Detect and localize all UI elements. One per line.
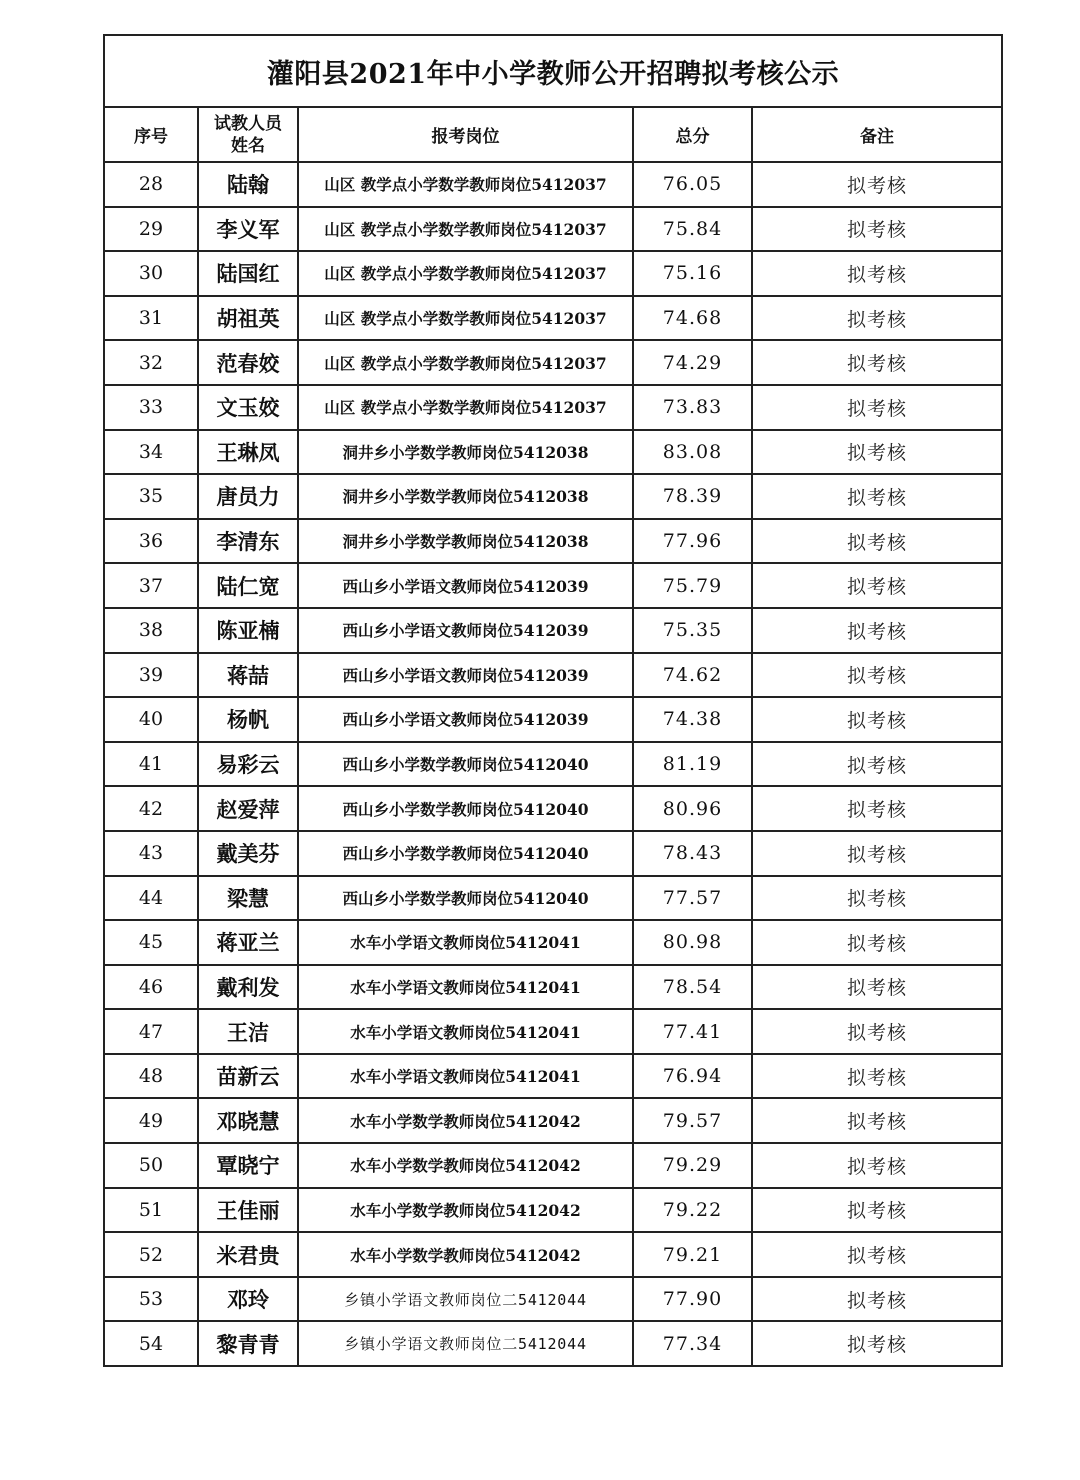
table-row [104, 1143, 1002, 1188]
row-score: 79.22 [633, 1188, 752, 1233]
row-score: 80.96 [633, 786, 752, 831]
row-note: 拟考核 [752, 876, 1002, 921]
row-name: 黎青青 [198, 1321, 298, 1366]
row-score: 75.35 [633, 608, 752, 653]
row-post: 山区 教学点小学数学教师岗位5412037 [298, 385, 633, 430]
row-seq: 43 [104, 831, 198, 876]
row-seq: 37 [104, 563, 198, 608]
row-post: 水车小学语文教师岗位5412041 [298, 920, 633, 965]
row-note: 拟考核 [752, 1009, 1002, 1054]
row-post: 西山乡小学语文教师岗位5412039 [298, 608, 633, 653]
row-post: 西山乡小学数学教师岗位5412040 [298, 831, 633, 876]
row-post: 洞井乡小学数学教师岗位5412038 [298, 474, 633, 519]
row-note: 拟考核 [752, 1054, 1002, 1099]
row-name: 蒋喆 [198, 653, 298, 698]
row-name: 陈亚楠 [198, 608, 298, 653]
row-note: 拟考核 [752, 1321, 1002, 1366]
table-row [104, 1009, 1002, 1054]
row-score: 78.43 [633, 831, 752, 876]
table-row [104, 653, 1002, 698]
row-score: 83.08 [633, 430, 752, 475]
row-name: 范春姣 [198, 340, 298, 385]
row-note: 拟考核 [752, 340, 1002, 385]
row-seq: 48 [104, 1054, 198, 1099]
row-note: 拟考核 [752, 1188, 1002, 1233]
row-score: 77.34 [633, 1321, 752, 1366]
table-row [104, 1188, 1002, 1233]
row-seq: 51 [104, 1188, 198, 1233]
table-row [104, 920, 1002, 965]
header-seq: 序号 [104, 107, 198, 162]
row-name: 覃晓宁 [198, 1143, 298, 1188]
header-name [198, 107, 298, 162]
row-note: 拟考核 [752, 608, 1002, 653]
row-seq: 41 [104, 742, 198, 787]
row-seq: 31 [104, 296, 198, 341]
row-seq: 45 [104, 920, 198, 965]
header-name-line2: 姓名 [231, 135, 265, 156]
row-name: 王佳丽 [198, 1188, 298, 1233]
row-seq: 44 [104, 876, 198, 921]
table-row [104, 162, 1002, 207]
table-row [104, 786, 1002, 831]
row-post: 山区 教学点小学数学教师岗位5412037 [298, 251, 633, 296]
table-row [104, 742, 1002, 787]
row-note: 拟考核 [752, 920, 1002, 965]
row-note: 拟考核 [752, 831, 1002, 876]
page-title: 灌阳县2021年中小学教师公开招聘拟考核公示 [104, 35, 1002, 107]
row-name: 李清东 [198, 519, 298, 564]
row-post: 乡镇小学语文教师岗位二5412044 [298, 1321, 633, 1366]
row-name: 陆仁宽 [198, 563, 298, 608]
row-score: 79.57 [633, 1098, 752, 1143]
row-score: 80.98 [633, 920, 752, 965]
table-row [104, 430, 1002, 475]
row-post: 洞井乡小学数学教师岗位5412038 [298, 430, 633, 475]
row-post: 水车小学数学教师岗位5412042 [298, 1098, 633, 1143]
row-seq: 54 [104, 1321, 198, 1366]
row-seq: 39 [104, 653, 198, 698]
table-row [104, 563, 1002, 608]
row-seq: 42 [104, 786, 198, 831]
row-name: 戴利发 [198, 965, 298, 1010]
row-score: 79.29 [633, 1143, 752, 1188]
row-score: 77.90 [633, 1277, 752, 1322]
row-note: 拟考核 [752, 786, 1002, 831]
table-row [104, 1098, 1002, 1143]
row-post: 西山乡小学数学教师岗位5412040 [298, 876, 633, 921]
row-score: 77.57 [633, 876, 752, 921]
table-row [104, 519, 1002, 564]
row-note: 拟考核 [752, 1277, 1002, 1322]
row-name: 杨帆 [198, 697, 298, 742]
row-score: 79.21 [633, 1232, 752, 1277]
header-score: 总分 [633, 107, 752, 162]
row-post: 山区 教学点小学数学教师岗位5412037 [298, 162, 633, 207]
row-post: 西山乡小学数学教师岗位5412040 [298, 742, 633, 787]
table-row [104, 1232, 1002, 1277]
row-seq: 34 [104, 430, 198, 475]
row-score: 75.16 [633, 251, 752, 296]
row-note: 拟考核 [752, 519, 1002, 564]
row-seq: 50 [104, 1143, 198, 1188]
row-score: 78.54 [633, 965, 752, 1010]
table-row [104, 608, 1002, 653]
table-row [104, 1277, 1002, 1322]
row-seq: 30 [104, 251, 198, 296]
row-name: 易彩云 [198, 742, 298, 787]
row-name: 胡祖英 [198, 296, 298, 341]
row-note: 拟考核 [752, 296, 1002, 341]
row-post: 西山乡小学语文教师岗位5412039 [298, 563, 633, 608]
row-post: 西山乡小学语文教师岗位5412039 [298, 653, 633, 698]
table-row [104, 207, 1002, 252]
row-seq: 32 [104, 340, 198, 385]
table-row [104, 1321, 1002, 1366]
row-post: 山区 教学点小学数学教师岗位5412037 [298, 296, 633, 341]
table-row [104, 831, 1002, 876]
row-seq: 36 [104, 519, 198, 564]
row-post: 水车小学数学教师岗位5412042 [298, 1232, 633, 1277]
row-name: 米君贵 [198, 1232, 298, 1277]
row-post: 水车小学数学教师岗位5412042 [298, 1143, 633, 1188]
row-name: 邓玲 [198, 1277, 298, 1322]
row-post: 山区 教学点小学数学教师岗位5412037 [298, 340, 633, 385]
header-note: 备注 [752, 107, 1002, 162]
row-name: 文玉姣 [198, 385, 298, 430]
row-name: 王洁 [198, 1009, 298, 1054]
table-row [104, 251, 1002, 296]
row-seq: 28 [104, 162, 198, 207]
row-note: 拟考核 [752, 1232, 1002, 1277]
row-name: 蒋亚兰 [198, 920, 298, 965]
row-score: 77.96 [633, 519, 752, 564]
row-note: 拟考核 [752, 162, 1002, 207]
row-score: 74.29 [633, 340, 752, 385]
row-note: 拟考核 [752, 474, 1002, 519]
row-seq: 49 [104, 1098, 198, 1143]
row-note: 拟考核 [752, 1098, 1002, 1143]
row-post: 西山乡小学数学教师岗位5412040 [298, 786, 633, 831]
row-seq: 35 [104, 474, 198, 519]
row-post: 水车小学语文教师岗位5412041 [298, 965, 633, 1010]
row-post: 水车小学语文教师岗位5412041 [298, 1054, 633, 1099]
table-row [104, 385, 1002, 430]
row-note: 拟考核 [752, 742, 1002, 787]
row-post: 西山乡小学语文教师岗位5412039 [298, 697, 633, 742]
row-note: 拟考核 [752, 251, 1002, 296]
row-seq: 46 [104, 965, 198, 1010]
row-score: 73.83 [633, 385, 752, 430]
row-name: 陆国红 [198, 251, 298, 296]
row-name: 李义军 [198, 207, 298, 252]
row-name: 王琳凤 [198, 430, 298, 475]
row-seq: 33 [104, 385, 198, 430]
results-table [103, 34, 1003, 1367]
header-name-line1: 试教人员 [214, 113, 282, 134]
row-post: 洞井乡小学数学教师岗位5412038 [298, 519, 633, 564]
table-row [104, 697, 1002, 742]
row-seq: 53 [104, 1277, 198, 1322]
row-post: 水车小学数学教师岗位5412042 [298, 1188, 633, 1233]
row-score: 74.68 [633, 296, 752, 341]
row-note: 拟考核 [752, 563, 1002, 608]
row-score: 75.84 [633, 207, 752, 252]
row-note: 拟考核 [752, 430, 1002, 475]
row-score: 78.39 [633, 474, 752, 519]
row-seq: 40 [104, 697, 198, 742]
row-seq: 29 [104, 207, 198, 252]
row-name: 赵爱萍 [198, 786, 298, 831]
row-post: 水车小学语文教师岗位5412041 [298, 1009, 633, 1054]
row-note: 拟考核 [752, 965, 1002, 1010]
row-score: 81.19 [633, 742, 752, 787]
row-score: 74.38 [633, 697, 752, 742]
table-row [104, 1054, 1002, 1099]
table-row [104, 876, 1002, 921]
row-post: 山区 教学点小学数学教师岗位5412037 [298, 207, 633, 252]
row-seq: 52 [104, 1232, 198, 1277]
row-score: 76.94 [633, 1054, 752, 1099]
row-note: 拟考核 [752, 697, 1002, 742]
table-row [104, 474, 1002, 519]
row-name: 苗新云 [198, 1054, 298, 1099]
row-seq: 38 [104, 608, 198, 653]
row-note: 拟考核 [752, 1143, 1002, 1188]
row-score: 74.62 [633, 653, 752, 698]
header-post: 报考岗位 [298, 107, 633, 162]
row-score: 75.79 [633, 563, 752, 608]
table-row [104, 965, 1002, 1010]
table-header-row [104, 107, 1002, 162]
row-name: 邓晓慧 [198, 1098, 298, 1143]
row-note: 拟考核 [752, 207, 1002, 252]
row-name: 陆翰 [198, 162, 298, 207]
row-score: 76.05 [633, 162, 752, 207]
row-score: 77.41 [633, 1009, 752, 1054]
row-post: 乡镇小学语文教师岗位二5412044 [298, 1277, 633, 1322]
table-row [104, 340, 1002, 385]
row-name: 梁慧 [198, 876, 298, 921]
row-note: 拟考核 [752, 385, 1002, 430]
table-row [104, 296, 1002, 341]
row-name: 戴美芬 [198, 831, 298, 876]
row-name: 唐员力 [198, 474, 298, 519]
row-seq: 47 [104, 1009, 198, 1054]
row-note: 拟考核 [752, 653, 1002, 698]
